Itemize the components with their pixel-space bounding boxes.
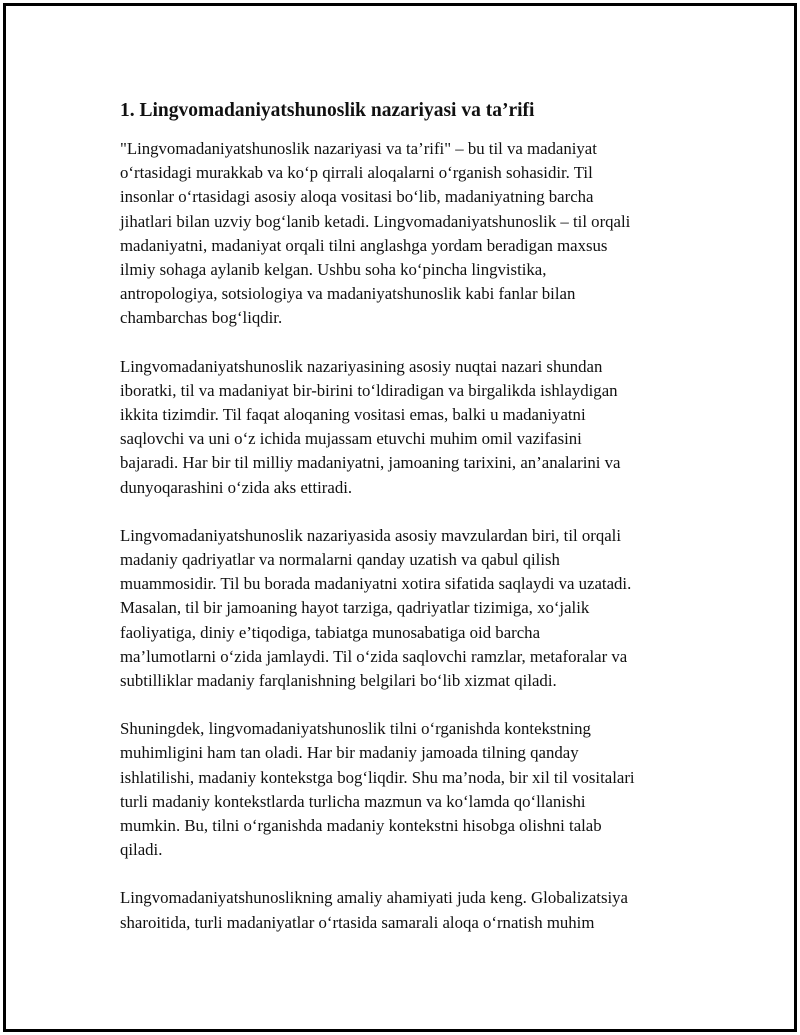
text-line: ikkita tizimdir. Til faqat aloqaning vositasi emas, balki u madaniyatni xyxy=(120,405,586,425)
text-line: chambarchas bog‘liqdir. xyxy=(120,308,283,328)
text-line: Lingvomadaniyatshunoslikning amaliy ahamiyati juda keng. Globalizatsiya xyxy=(120,888,628,908)
text-line: subtilliklar madaniy farqlanishning belgilari bo‘lib xizmat qiladi. xyxy=(120,671,557,691)
text-line: saqlovchi va uni o‘z ichida mujassam etuvchi muhim omil vazifasini xyxy=(120,429,582,449)
text-line: jihatlari bilan uzviy bog‘lanib ketadi. Lingvomadaniyatshunoslik – til orqali xyxy=(120,211,631,231)
text-line: antropologiya, sotsiologiya va madaniyatshunoslik kabi fanlar bilan xyxy=(120,284,576,304)
text-line: ishlatilishi, madaniy kontekstga bog‘liqdir. Shu ma’noda, bir xil til vositalari xyxy=(120,767,635,787)
paragraph-2 xyxy=(120,355,700,500)
text-line: madaniyatni, madaniyat orqali tilni anglashga yordam beradigan maxsus xyxy=(120,235,608,255)
text-line: ma’lumotlarni o‘zida jamlaydi. Til o‘zida saqlovchi ramzlar, metaforalar va xyxy=(120,646,628,666)
paragraph-3 xyxy=(120,524,700,693)
text-line: Lingvomadaniyatshunoslik nazariyasining asosiy nuqtai nazari shundan xyxy=(120,356,603,376)
page-frame xyxy=(3,3,797,1032)
text-line: iboratki, til va madaniyat bir-birini to‘ldiradigan va birgalikda ishlaydigan xyxy=(120,380,618,400)
text-line: muhimligini ham tan oladi. Har bir madaniy jamoada tilning qanday xyxy=(120,743,579,763)
text-line: sharoitida, turli madaniyatlar o‘rtasida samarali aloqa o‘rnatish muhim xyxy=(120,912,595,932)
paragraph-4 xyxy=(120,717,700,862)
document-body xyxy=(120,98,700,959)
text-line: Lingvomadaniyatshunoslik nazariyasida asosiy mavzulardan biri, til orqali xyxy=(120,525,621,545)
text-line: muammosidir. Til bu borada madaniyatni xotira sifatida saqlaydi va uzatadi. xyxy=(120,574,632,594)
text-line: insonlar o‘rtasidagi asosiy aloqa vositasi bo‘lib, madaniyatning barcha xyxy=(120,187,594,207)
paragraph-1 xyxy=(120,137,700,331)
text-line: ilmiy sohaga aylanib kelgan. Ushbu soha ko‘pincha lingvistika, xyxy=(120,260,547,280)
text-line: "Lingvomadaniyatshunoslik nazariyasi va ta’rifi" – bu til va madaniyat xyxy=(120,139,597,158)
text-line: mumkin. Bu, tilni o‘rganishda madaniy kontekstni hisobga olishni talab xyxy=(120,816,602,836)
text-line: bajaradi. Har bir til milliy madaniyatni, jamoaning tarixini, an’analarini va xyxy=(120,453,621,473)
text-line: o‘rtasidagi murakkab va ko‘p qirrali aloqalarni o‘rganish sohasidir. Til xyxy=(120,163,593,183)
text-line: dunyoqarashini o‘zida aks ettiradi. xyxy=(120,477,353,497)
text-line: Masalan, til bir jamoaning hayot tarziga, qadriyatlar tizimiga, xo‘jalik xyxy=(120,598,590,618)
text-line: turli madaniy kontekstlarda turlicha mazmun va ko‘lamda qo‘llanishi xyxy=(120,791,586,811)
paragraph-5 xyxy=(120,886,700,934)
text-line: qiladi. xyxy=(120,840,163,860)
text-line: faoliyatiga, diniy e’tiqodiga, tabiatga munosabatiga oid barcha xyxy=(120,622,541,642)
text-line: madaniy qadriyatlar va normalarni qanday uzatish va qabul qilish xyxy=(120,550,560,570)
section-heading: 1. Lingvomadaniyatshunoslik nazariyasi va ta’rifi xyxy=(120,100,535,121)
text-line: Shuningdek, lingvomadaniyatshunoslik tilni o‘rganishda kontekstning xyxy=(120,719,591,739)
